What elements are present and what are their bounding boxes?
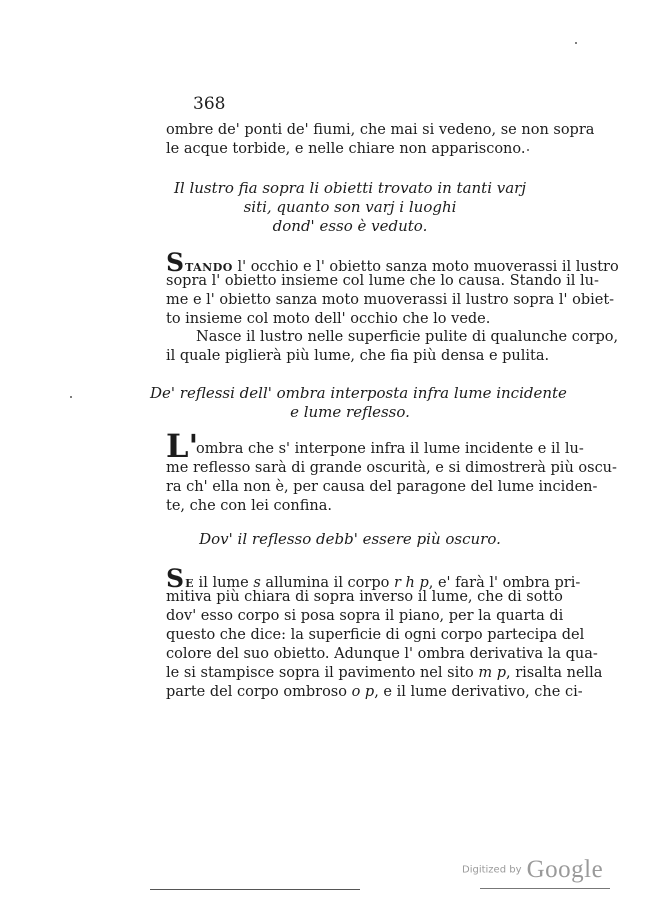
paragraph-line: to insieme col moto dell' occhio che lo vede.: [166, 311, 491, 327]
section-heading: dond' esso è veduto.: [272, 217, 428, 235]
scan-speck: [70, 396, 72, 398]
section-heading: De' reflessi dell' ombra interposta infra lume incidente: [150, 384, 567, 402]
paragraph-line: te, che con lei confina.: [166, 498, 332, 514]
scan-edge-line: [480, 888, 610, 889]
small-caps-word: TANDO: [185, 261, 233, 274]
paragraph-line: il quale piglierà più lume, che fia più densa e pulita.: [166, 348, 550, 364]
section-heading: siti, quanto son varj i luoghi: [243, 198, 457, 216]
scan-edge-line: [150, 889, 360, 890]
section-heading: Il lustro fia sopra li obietti trovato in tanti varj: [173, 179, 527, 197]
drop-initial: L': [166, 427, 199, 465]
drop-initial: S: [166, 248, 185, 277]
paragraph-line: parte del corpo ombroso o p, e il lume derivativo, che ci-: [166, 684, 583, 700]
paragraph-line: me reflesso sarà di grande oscurità, e si dimostrerà più oscu-: [166, 460, 617, 476]
section-heading: Dov' il reflesso debb' essere più oscuro.: [199, 530, 501, 548]
paragraph-line: STANDO l' occhio e l' obietto sanza moto muoverassi il lustro: [166, 248, 619, 277]
paragraph-line: colore del suo obietto. Adunque l' ombra derivativa la qua-: [166, 646, 598, 662]
paragraph-line: ombra che s' interpone infra il lume incidente e il lu-: [196, 441, 584, 457]
paragraph-line: Nasce il lustro nelle superficie pulite di qualunche corpo,: [196, 329, 619, 345]
scan-speck: [575, 42, 577, 44]
scan-speck: [527, 149, 529, 151]
footer-attribution: Digitized by Google: [462, 856, 604, 883]
paragraph-line: me e l' obietto sanza moto muoverassi il lustro sopra l' obiet-: [166, 292, 615, 308]
small-caps-word: E: [185, 577, 194, 590]
paragraph-line: sopra l' obietto insieme col lume che lo causa. Stando il lu-: [166, 273, 599, 289]
page-number: 368: [193, 94, 226, 114]
drop-initial: S: [166, 564, 185, 593]
paragraph-line: le si stampisce sopra il pavimento nel sito m p, risalta nella: [166, 665, 603, 681]
body-text-line: ombre de' ponti de' fiumi, che mai si vedeno, se non sopra: [166, 122, 595, 138]
paragraph-line: SE il lume s allumina il corpo r h p, e' farà l' ombra pri-: [166, 564, 581, 593]
paragraph-line: dov' esso corpo si posa sopra il piano, per la quarta di: [166, 608, 564, 624]
paragraph-line: ra ch' ella non è, per causa del paragone del lume inciden-: [166, 479, 598, 495]
paragraph-line: questo che dice: la superficie di ogni corpo partecipa del: [166, 627, 585, 643]
google-logo: Google: [526, 856, 604, 883]
section-heading: e lume reflesso.: [290, 403, 410, 421]
body-text-line: le acque torbide, e nelle chiare non appariscono.: [166, 141, 526, 157]
paragraph-line: mitiva più chiara di sopra inverso il lume, che di sotto: [166, 589, 563, 605]
